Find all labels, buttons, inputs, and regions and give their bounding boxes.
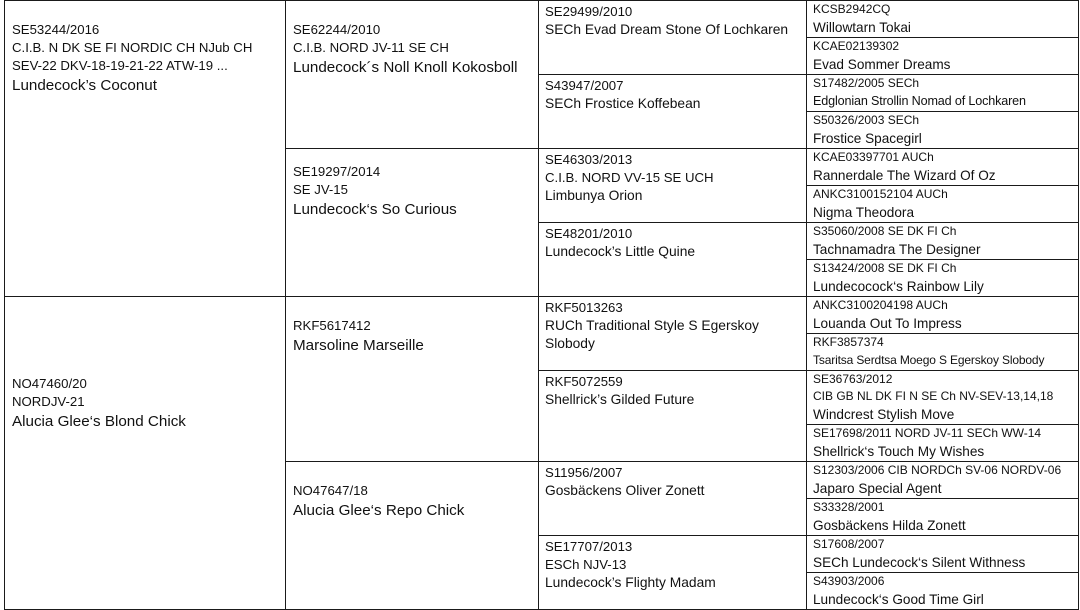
- sire-sire-titles: C.I.B. NORD JV-11 SE CH: [293, 40, 449, 55]
- ggp-reg: KCAE03397701 AUCh: [813, 150, 934, 164]
- ggp-name: Windcrest Stylish Move: [813, 407, 955, 422]
- ggp-cell: [807, 536, 1079, 573]
- ggp-name: Shellrick‘s Touch My Wishes: [813, 444, 985, 459]
- dam-dam-dam-reg: SE17707/2013: [545, 539, 633, 554]
- sire-sire-dam-reg: S43947/2007: [545, 78, 624, 93]
- ggp-reg: S50326/2003 SECh: [813, 113, 920, 127]
- ggp-reg: S12303/2006 CIB NORDCh SV-06 NORDV-06: [813, 463, 1062, 477]
- dam-reg: NO47460/20: [12, 376, 87, 391]
- dam-sire-sire-cell: [539, 297, 807, 371]
- sire-dam-reg: SE19297/2014: [293, 164, 381, 179]
- ggp-name: Nigma Theodora: [813, 205, 915, 220]
- ggp-cell: [807, 38, 1079, 75]
- sire-sire-sire-name: SECh Evad Dream Stone Of Lochkaren: [545, 22, 789, 37]
- sire-dam-cell: [286, 149, 539, 297]
- dam-name: Alucia Glee‘s Blond Chick: [12, 413, 186, 430]
- sire-sire-name: Lundecock´s Noll Knoll Kokosboll: [293, 59, 518, 76]
- ggp-reg: S17482/2005 SECh: [813, 76, 920, 90]
- ggp-reg: KCSB2942CQ: [813, 2, 891, 16]
- sire-dam-dam-reg: SE48201/2010: [545, 226, 633, 241]
- dam-cell: [5, 297, 286, 610]
- ggp-reg: SE36763/2012: [813, 372, 893, 386]
- sire-dam-sire-titles: C.I.B. NORD VV-15 SE UCH: [545, 170, 714, 185]
- ggp-reg: S33328/2001: [813, 500, 885, 514]
- ggp-name: Willowtarn Tokai: [813, 20, 911, 35]
- sire-sire-sire-reg: SE29499/2010: [545, 4, 633, 19]
- ggp-cell: [807, 1, 1079, 38]
- dam-dam-cell: [286, 462, 539, 610]
- ggp-reg: ANKC3100204198 AUCh: [813, 298, 948, 312]
- ggp-cell: [807, 260, 1079, 297]
- ggp-cell: [807, 462, 1079, 499]
- dam-dam-dam-cell: [539, 536, 807, 610]
- ggp-cell: [807, 573, 1079, 610]
- sire-sire-dam-name: SECh Frostice Koffebean: [545, 96, 701, 111]
- ggp-reg: RKF3857374: [813, 335, 884, 349]
- ggp-cell: [807, 371, 1079, 425]
- ggp-name: Evad Sommer Dreams: [813, 57, 951, 72]
- ggp-reg: S13424/2008 SE DK FI Ch: [813, 261, 957, 275]
- sire-reg: SE53244/2016: [12, 22, 100, 37]
- ggp-cell: [807, 223, 1079, 260]
- dam-dam-sire-cell: [539, 462, 807, 536]
- dam-dam-dam-titles: ESCh NJV-13: [545, 557, 627, 572]
- ggp-name: Gosbäckens Hilda Zonett: [813, 518, 966, 533]
- ggp-name: Louanda Out To Impress: [813, 316, 962, 331]
- sire-sire-dam-cell: [539, 75, 807, 149]
- dam-sire-cell: [286, 297, 539, 462]
- dam-titles: NORDJV-21: [12, 394, 85, 409]
- sire-cell: [5, 1, 286, 297]
- sire-sire-reg: SE62244/2010: [293, 22, 381, 37]
- dam-dam-reg: NO47647/18: [293, 483, 368, 498]
- sire-dam-name: Lundecock‘s So Curious: [293, 201, 457, 218]
- dam-sire-sire-reg: RKF5013263: [545, 300, 623, 315]
- ggp-reg: S35060/2008 SE DK FI Ch: [813, 224, 957, 238]
- ggp-name: Frostice Spacegirl: [813, 131, 922, 146]
- sire-dam-sire-cell: [539, 149, 807, 223]
- dam-dam-sire-reg: S11956/2007: [545, 465, 623, 480]
- dam-dam-name: Alucia Glee‘s Repo Chick: [293, 502, 465, 519]
- ggp-name: SECh Lundecock‘s Silent Withness: [813, 555, 1026, 570]
- ggp-name: Rannerdale The Wizard Of Oz: [813, 168, 996, 183]
- ggp-cell: [807, 297, 1079, 334]
- pedigree-table: [4, 0, 1079, 610]
- ggp-reg: S43903/2006: [813, 574, 885, 588]
- sire-dam-dam-cell: [539, 223, 807, 297]
- ggp-cell: [807, 75, 1079, 112]
- sire-sire-cell: [286, 1, 539, 149]
- ggp-reg: S17608/2007: [813, 537, 885, 551]
- dam-dam-dam-name: Lundecock’s Flighty Madam: [545, 575, 716, 590]
- sire-dam-sire-name: Limbunya Orion: [545, 188, 643, 203]
- dam-sire-sire-name: RUCh Traditional Style S Egerskoy Slobody: [545, 318, 759, 351]
- sire-sire-sire-cell: [539, 1, 807, 75]
- ggp-name: Lundecocock‘s Rainbow Lily: [813, 279, 984, 294]
- sire-name: Lundecock’s Coconut: [12, 77, 157, 94]
- ggp-cell: [807, 425, 1079, 462]
- ggp-name: Tsaritsa Serdtsa Moego S Egerskoy Slobody: [813, 353, 1045, 367]
- ggp-name: Edglonian Strollin Nomad of Lochkaren: [813, 94, 1026, 108]
- sire-dam-titles: SE JV-15: [293, 182, 348, 197]
- ggp-cell: [807, 186, 1079, 223]
- ggp-reg: KCAE02139302: [813, 39, 900, 53]
- sire-titles: C.I.B. N DK SE FI NORDIC CH NJub CH SEV-22 DKV-18-19-21-22 ATW-19 ...: [12, 40, 253, 73]
- ggp-cell: [807, 112, 1079, 149]
- ggp-reg: SE17698/2011 NORD JV-11 SECh WW-14: [813, 426, 1042, 440]
- sire-dam-sire-reg: SE46303/2013: [545, 152, 633, 167]
- dam-sire-reg: RKF5617412: [293, 318, 371, 333]
- ggp-name: Lundecock‘s Good Time Girl: [813, 592, 984, 607]
- dam-sire-dam-reg: RKF5072559: [545, 374, 623, 389]
- ggp-name: Japaro Special Agent: [813, 481, 942, 496]
- ggp-titles: CIB GB NL DK FI N SE Ch NV-SEV-13,14,18: [813, 389, 1054, 403]
- ggp-cell: [807, 149, 1079, 186]
- ggp-cell: [807, 499, 1079, 536]
- dam-dam-sire-name: Gosbäckens Oliver Zonett: [545, 483, 705, 498]
- sire-dam-dam-name: Lundecock’s Little Quine: [545, 244, 696, 259]
- dam-sire-dam-name: Shellrick’s Gilded Future: [545, 392, 695, 407]
- ggp-cell: [807, 334, 1079, 371]
- dam-sire-dam-cell: [539, 371, 807, 462]
- ggp-reg: ANKC3100152104 AUCh: [813, 187, 948, 201]
- dam-sire-name: Marsoline Marseille: [293, 337, 424, 354]
- ggp-name: Tachnamadra The Designer: [813, 242, 981, 257]
